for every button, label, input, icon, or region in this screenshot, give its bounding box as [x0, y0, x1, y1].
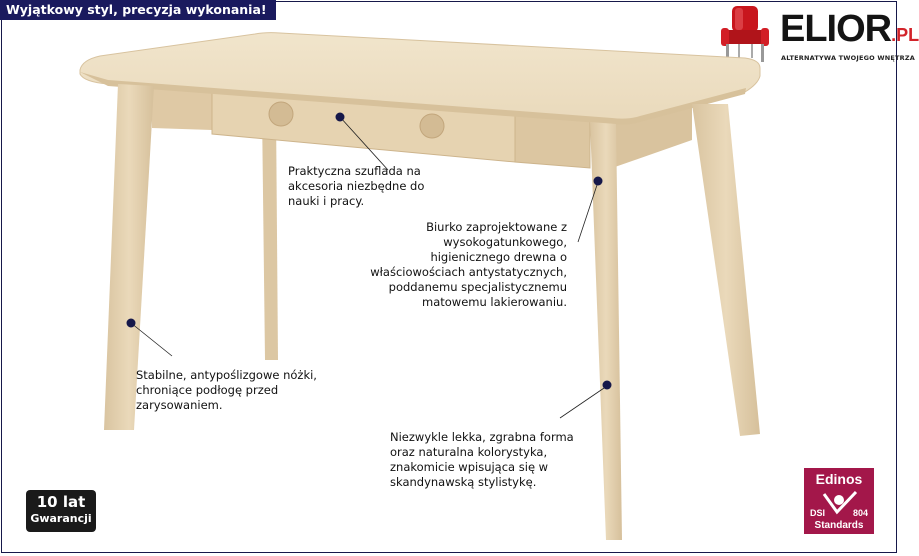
edinos-standards: Standards [814, 520, 864, 531]
edinos-certificate [804, 468, 874, 534]
edinos-brand: Edinos [815, 471, 863, 487]
drawer-marker [336, 113, 345, 122]
warranty-label: Gwarancji [30, 512, 92, 525]
warranty-badge [26, 490, 96, 532]
logo-tagline: ALTERNATYWA TWOJEGO WNĘTRZA [781, 54, 915, 62]
edinos-code-left: DSI [810, 508, 826, 518]
wood-annotation: Biurko zaprojektowane z wysokogatunkowego, higienicznego drewna o właściowościach antystatycznych, poddanemu specjalistycznemu matowemu lakierowaniu. [370, 220, 567, 309]
logo-wordmark: ELIOR.PL [780, 8, 919, 50]
wood-marker [594, 177, 603, 186]
legs-marker [127, 319, 136, 328]
edinos-code-right: 804 [852, 508, 868, 518]
warranty-years: 10 lat [36, 493, 86, 511]
form-annotation: Niezwykle lekka, zgrabna forma oraz naturalna kolorystyka, znakomicie wpisująca się w skandynawską stylistykę. [390, 430, 574, 489]
form-marker [603, 381, 612, 390]
drawer-annotation: Praktyczna szuflada na akcesoria niezbędne do nauki i pracy. [288, 164, 425, 208]
legs-annotation: Stabilne, antypoślizgowe nóżki, chroniące podłogę przed zarysowaniem. [136, 368, 317, 412]
top-banner: Wyjątkowy styl, precyzja wykonania! [0, 0, 276, 20]
